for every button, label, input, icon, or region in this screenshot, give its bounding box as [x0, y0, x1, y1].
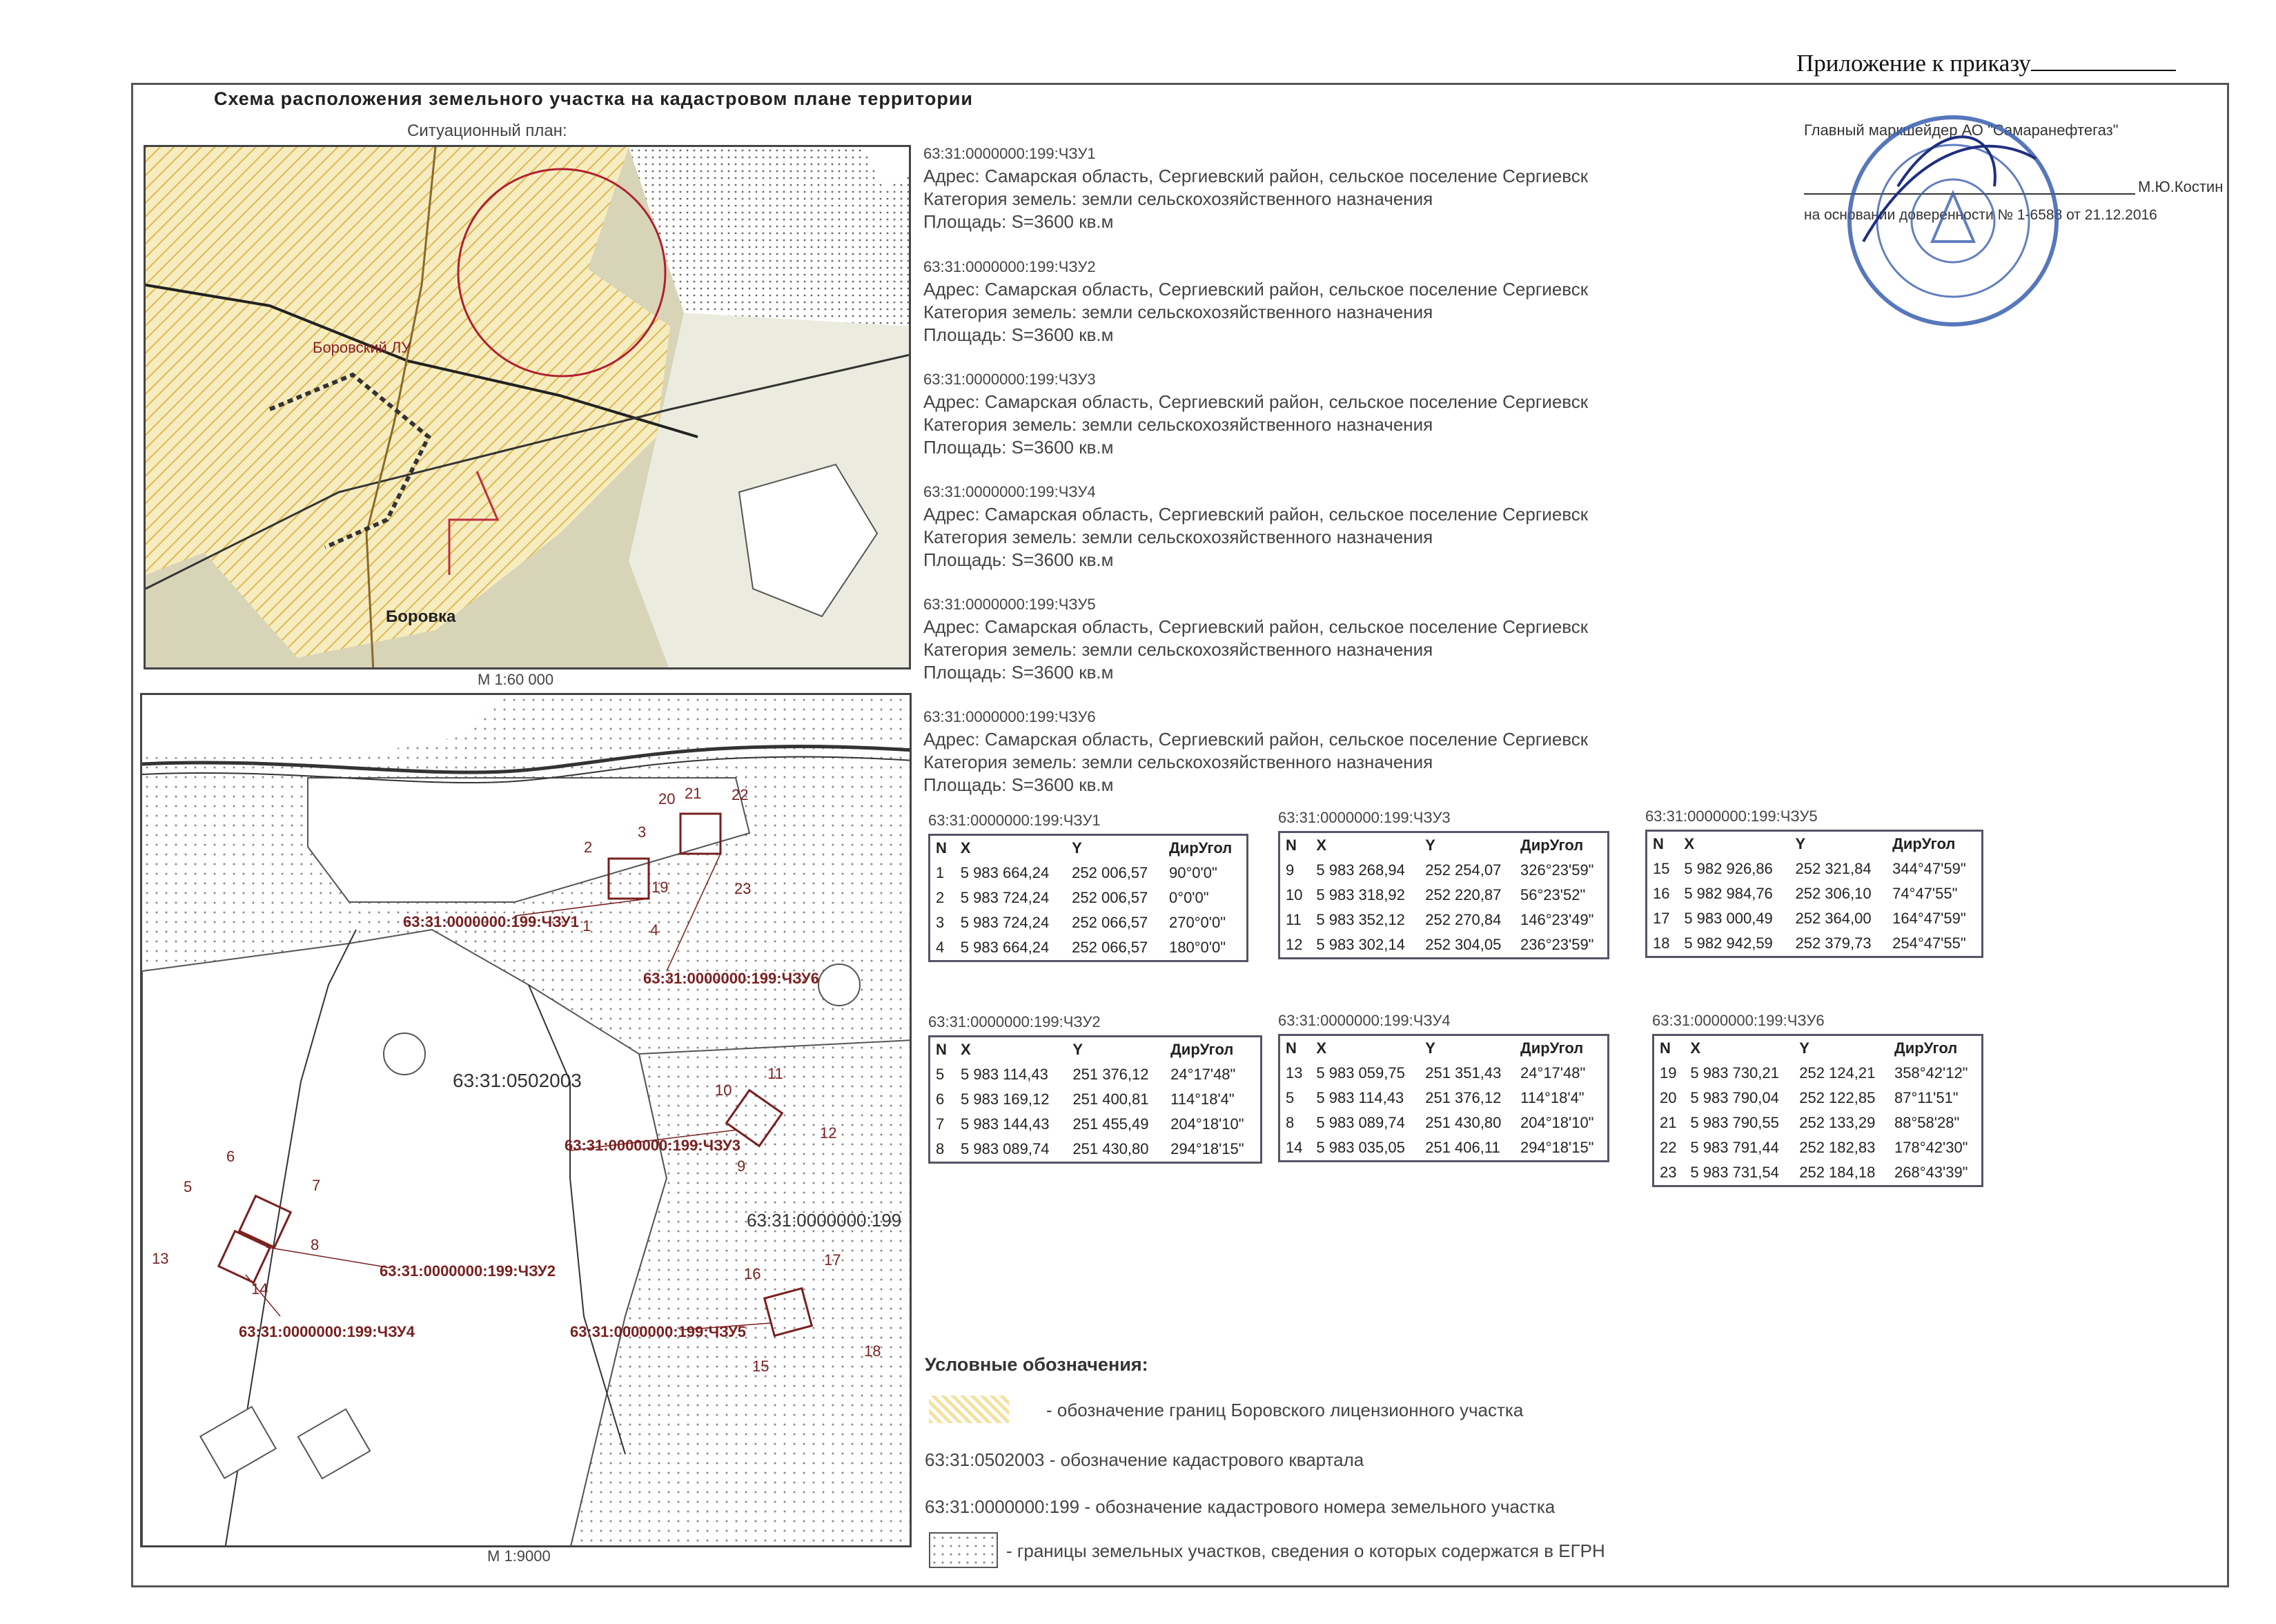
table-cell: 252 006,57	[1072, 889, 1148, 906]
table-row	[1279, 1135, 1609, 1162]
coord-table-zu6	[1652, 1034, 1983, 1187]
svg-text:15: 15	[752, 1358, 769, 1375]
svg-text:22: 22	[732, 786, 749, 803]
table-cell: 5 983 089,74	[961, 1140, 1050, 1157]
header-col-angle: ДирУгол	[1892, 835, 1956, 852]
header-col-n: N	[1286, 837, 1297, 854]
table-cell: 252 184,18	[1799, 1164, 1876, 1181]
table-row	[930, 1112, 1262, 1137]
table-cell: 5 983 791,44	[1690, 1139, 1779, 1156]
table-cell: 252 270,84	[1425, 911, 1502, 928]
table-cell: 5 983 352,12	[1316, 911, 1405, 928]
header-col-y: Y	[1795, 835, 1806, 852]
approval-line1: Главный маркшейдер АО "Самаранефтегаз"	[1804, 121, 2119, 139]
svg-text:20: 20	[658, 790, 676, 808]
table-cell: 5 983 731,54	[1690, 1164, 1779, 1181]
table-caption-zu4: 63:31:0000000:199:ЧЗУ4	[1278, 1012, 1451, 1029]
table-caption-zu2: 63:31:0000000:199:ЧЗУ2	[928, 1013, 1101, 1030]
table-caption-zu6: 63:31:0000000:199:ЧЗУ6	[1652, 1012, 1825, 1029]
table-cell: 5 983 035,05	[1316, 1139, 1405, 1156]
svg-text:10: 10	[715, 1082, 732, 1099]
table-cell: 5 983 664,24	[960, 864, 1050, 881]
table-cell: 251 406,11	[1425, 1139, 1500, 1156]
parcel-address: Адрес: Самарская область, Сергиевский район, сельское поселение Сергиевск	[923, 279, 1589, 300]
parcel-area: Площадь: S=3600 кв.м	[923, 211, 1114, 232]
header-col-angle: ДирУгол	[1894, 1039, 1958, 1057]
table-cell: 22	[1660, 1139, 1677, 1156]
table-cell: 5 982 984,76	[1684, 885, 1773, 902]
legend-item-egrn: - границы земельных участков, сведения о которых содержатся в ЕГРН	[1006, 1540, 1605, 1561]
approval-signer: М.Ю.Костин	[2138, 178, 2224, 195]
header-col-y: Y	[1425, 837, 1435, 854]
parcel-category: Категория земель: земли сельскохозяйственного назначения	[923, 188, 1433, 209]
header-col-angle: ДирУгол	[1520, 837, 1584, 854]
table-cell: 18	[1653, 935, 1670, 952]
table-row	[1279, 1061, 1609, 1086]
parcel-info-3	[923, 368, 1683, 459]
table-cell: 5	[1286, 1089, 1295, 1106]
appendix-header	[1796, 50, 2176, 77]
legend-item-quarter: 63:31:0502003 - обозначение кадастрового квартала	[925, 1449, 1364, 1470]
situational-plan-map	[144, 145, 911, 669]
table-cell: 252 220,87	[1425, 886, 1502, 903]
map-quarter-label: 63:31:0502003	[453, 1070, 582, 1091]
parcel-code: 63:31:0000000:199:ЧЗУ6	[923, 708, 1096, 725]
parcel-code: 63:31:0000000:199:ЧЗУ3	[923, 371, 1096, 388]
table-cell: 164°47'59"	[1892, 910, 1966, 927]
coord-table-zu4	[1278, 1034, 1609, 1162]
place-label-borovsky: Боровский ЛУ	[313, 339, 411, 356]
table-cell: 254°47'55"	[1892, 935, 1966, 952]
parcel-address: Адрес: Самарская область, Сергиевский район, сельское поселение Сергиевск	[923, 504, 1589, 525]
table-cell: 252 304,05	[1425, 936, 1502, 953]
table-cell: 5 983 302,14	[1316, 936, 1405, 953]
header-col-n: N	[936, 839, 947, 857]
table-cell: 251 455,49	[1072, 1115, 1149, 1133]
map-label-zu3: 63:31:0000000:199:ЧЗУ3	[565, 1137, 740, 1154]
table-cell: 252 122,85	[1799, 1089, 1876, 1106]
table-cell: 251 430,80	[1072, 1140, 1149, 1157]
situational-plan-scale: М 1:60 000	[478, 671, 554, 688]
parcel-area: Площадь: S=3600 кв.м	[923, 662, 1114, 683]
header-col-x: X	[960, 839, 971, 857]
table-cell: 114°18'4"	[1520, 1089, 1585, 1106]
cadastral-detail-map	[140, 693, 912, 1547]
table-cell: 90°0'0"	[1169, 864, 1217, 881]
pond-a	[384, 1033, 425, 1075]
table-cell: 252 254,07	[1425, 861, 1502, 879]
table-cell: 146°23'49"	[1520, 911, 1594, 928]
table-header-row	[930, 835, 1248, 861]
table-cell: 252 133,29	[1799, 1114, 1876, 1131]
svg-text:23: 23	[734, 880, 752, 897]
table-cell: 19	[1660, 1064, 1677, 1082]
table-header-row	[1279, 1035, 1609, 1062]
table-cell: 252 379,73	[1795, 935, 1872, 952]
table-caption-zu3: 63:31:0000000:199:ЧЗУ3	[1278, 809, 1451, 826]
table-cell: 204°18'10"	[1170, 1115, 1244, 1133]
table-cell: 5 983 114,43	[1316, 1089, 1404, 1106]
legend-title: Условные обозначения:	[925, 1354, 1148, 1375]
parcel-category: Категория земель: земли сельскохозяйственного назначения	[923, 414, 1433, 435]
parcel-info-4	[923, 480, 1683, 571]
svg-text:2: 2	[584, 839, 593, 856]
table-row	[1654, 1160, 1983, 1186]
header-col-y: Y	[1072, 839, 1082, 857]
parcel-area: Площадь: S=3600 кв.м	[923, 324, 1114, 345]
table-cell: 236°23'59"	[1520, 936, 1594, 953]
table-cell: 252 124,21	[1799, 1064, 1876, 1082]
coord-table-zu5	[1645, 830, 1983, 958]
table-row	[1647, 881, 1983, 906]
svg-text:12: 12	[820, 1124, 837, 1142]
situational-plan-svg	[146, 147, 911, 669]
svg-text:17: 17	[824, 1251, 841, 1269]
coord-table-zu3	[1278, 831, 1609, 959]
table-cell: 2	[936, 889, 945, 906]
table-cell: 204°18'10"	[1520, 1114, 1594, 1131]
parcel-category: Категория земель: земли сельскохозяйственного назначения	[923, 752, 1433, 772]
table-row	[1279, 883, 1609, 908]
header-col-x: X	[1690, 1039, 1701, 1057]
parcel-category: Категория земель: земли сельскохозяйственного назначения	[923, 302, 1433, 322]
map-label-zu6: 63:31:0000000:199:ЧЗУ6	[643, 970, 819, 987]
header-col-n: N	[1286, 1039, 1297, 1057]
table-cell: 5 983 790,55	[1690, 1114, 1779, 1131]
table-cell: 24°17'48"	[1170, 1066, 1236, 1083]
table-cell: 5 983 664,24	[960, 939, 1050, 956]
table-cell: 5 983 000,49	[1684, 910, 1773, 927]
parcel-code: 63:31:0000000:199:ЧЗУ5	[923, 596, 1096, 613]
parcel-address: Адрес: Самарская область, Сергиевский район, сельское поселение Сергиевск	[923, 729, 1589, 750]
table-cell: 178°42'30"	[1894, 1139, 1968, 1156]
svg-text:7: 7	[312, 1177, 321, 1194]
svg-text:4: 4	[650, 921, 659, 939]
table-header-row	[1647, 831, 1983, 857]
table-cell: 5 983 730,21	[1690, 1064, 1779, 1082]
svg-text:21: 21	[685, 785, 702, 802]
map-label-zu1: 63:31:0000000:199:ЧЗУ1	[403, 913, 579, 930]
parcel-category: Категория земель: земли сельскохозяйственного назначения	[923, 527, 1433, 547]
parcel-info-2	[923, 255, 1683, 346]
table-cell: 252 066,57	[1072, 939, 1148, 956]
approval-line3: на основании доверенности № 1-6588 от 21.12.2016	[1804, 207, 2157, 223]
table-cell: 3	[936, 914, 945, 931]
table-cell: 8	[936, 1140, 945, 1157]
table-caption-zu5: 63:31:0000000:199:ЧЗУ5	[1645, 808, 1818, 825]
table-caption-zu1: 63:31:0000000:199:ЧЗУ1	[928, 812, 1101, 829]
header-col-x: X	[1316, 837, 1327, 854]
table-cell: 5 983 724,24	[960, 914, 1050, 931]
table-cell: 252 306,10	[1795, 885, 1872, 902]
table-row	[1647, 931, 1983, 957]
table-cell: 251 351,43	[1425, 1064, 1502, 1082]
table-header-row	[1654, 1035, 1983, 1062]
parcel-code: 63:31:0000000:199:ЧЗУ2	[923, 258, 1096, 275]
table-cell: 23	[1660, 1164, 1677, 1181]
table-cell: 294°18'15"	[1170, 1140, 1244, 1157]
table-row	[1279, 932, 1609, 959]
table-row	[1647, 857, 1983, 881]
table-row	[930, 1062, 1262, 1087]
table-row	[1654, 1086, 1983, 1111]
header-col-n: N	[936, 1041, 947, 1058]
svg-text:11: 11	[767, 1065, 783, 1082]
table-cell: 21	[1660, 1114, 1677, 1131]
table-header-row	[930, 1037, 1262, 1063]
parcel-area: Площадь: S=3600 кв.м	[923, 774, 1114, 795]
table-cell: 270°0'0"	[1169, 914, 1226, 931]
legend-item-parcel: 63:31:0000000:199 - обозначение кадастрового номера земельного участка	[925, 1496, 1556, 1517]
parcel-address: Адрес: Самарская область, Сергиевский район, сельское поселение Сергиевск	[923, 391, 1589, 412]
table-cell: 251 400,81	[1072, 1090, 1149, 1108]
header-col-y: Y	[1425, 1039, 1435, 1057]
svg-text:5: 5	[184, 1178, 193, 1195]
header-col-n: N	[1660, 1039, 1671, 1057]
parcel-area: Площадь: S=3600 кв.м	[923, 437, 1114, 458]
table-row	[1279, 1111, 1609, 1135]
svg-text:14: 14	[251, 1280, 268, 1298]
table-row	[1654, 1135, 1983, 1160]
header-col-x: X	[1684, 835, 1695, 852]
parcel-info-5	[923, 593, 1683, 684]
table-cell: 13	[1286, 1064, 1303, 1082]
table-cell: 268°43'39"	[1894, 1164, 1968, 1181]
parcel-info-1	[923, 142, 1683, 233]
table-cell: 252 066,57	[1072, 914, 1148, 931]
svg-text:1: 1	[582, 917, 591, 935]
svg-text:9: 9	[737, 1157, 746, 1175]
header-col-y: Y	[1072, 1041, 1083, 1058]
table-cell: 252 006,57	[1072, 864, 1148, 881]
table-cell: 5 982 942,59	[1684, 935, 1773, 952]
table-cell: 5 982 926,86	[1684, 860, 1773, 877]
svg-text:16: 16	[744, 1265, 761, 1282]
table-row	[930, 886, 1248, 910]
table-row	[930, 935, 1248, 961]
table-cell: 0°0'0"	[1169, 889, 1209, 906]
svg-text:19: 19	[651, 879, 669, 896]
table-cell: 24°17'48"	[1520, 1064, 1586, 1082]
header-col-x: X	[961, 1041, 971, 1058]
appendix-label: Приложение к приказу	[1796, 50, 2031, 77]
table-cell: 20	[1660, 1089, 1677, 1106]
table-cell: 9	[1286, 861, 1295, 879]
parcel-code: 63:31:0000000:199:ЧЗУ4	[923, 483, 1096, 500]
table-cell: 358°42'12"	[1894, 1064, 1968, 1082]
table-row	[930, 910, 1248, 935]
table-cell: 5 983 114,43	[961, 1066, 1048, 1083]
table-cell: 5 983 089,74	[1316, 1114, 1405, 1131]
table-cell: 5 983 724,24	[960, 889, 1050, 906]
table-cell: 16	[1653, 885, 1670, 902]
table-cell: 4	[936, 939, 945, 956]
map-label-zu5: 63:31:0000000:199:ЧЗУ5	[570, 1323, 746, 1340]
svg-text:13: 13	[152, 1250, 169, 1267]
table-row	[1654, 1111, 1983, 1135]
order-number-blank	[2031, 50, 2176, 71]
pond-b	[818, 964, 860, 1006]
table-row	[930, 1087, 1262, 1112]
page-title: Схема расположения земельного участка на кадастровом плане территории	[213, 88, 974, 109]
table-cell: 12	[1286, 936, 1303, 953]
table-cell: 7	[936, 1115, 945, 1133]
table-cell: 326°23'59"	[1520, 861, 1594, 879]
coord-table-zu2	[928, 1035, 1262, 1164]
header-col-x: X	[1316, 1039, 1327, 1057]
table-cell: 251 376,12	[1072, 1066, 1149, 1083]
legend-swatch-dots	[929, 1532, 998, 1568]
table-cell: 5	[936, 1066, 945, 1083]
table-cell: 5 983 268,94	[1316, 861, 1405, 879]
detail-map-scale: М 1:9000	[487, 1547, 551, 1565]
table-cell: 74°47'55"	[1892, 885, 1958, 902]
table-cell: 251 430,80	[1425, 1114, 1502, 1131]
table-cell: 5 983 169,12	[961, 1090, 1050, 1108]
table-cell: 180°0'0"	[1169, 939, 1226, 956]
table-cell: 11	[1286, 911, 1302, 928]
table-row	[930, 1137, 1262, 1163]
header-col-angle: ДирУгол	[1170, 1041, 1234, 1058]
header-col-angle: ДирУгол	[1169, 839, 1233, 857]
legend-swatch-hatch	[929, 1396, 1009, 1423]
parcel-category: Категория земель: земли сельскохозяйственного назначения	[923, 639, 1433, 660]
svg-text:3: 3	[638, 823, 647, 841]
table-cell: 14	[1286, 1139, 1303, 1156]
parcel-area: Площадь: S=3600 кв.м	[923, 549, 1114, 570]
table-row	[1279, 858, 1609, 883]
parcel-info-6	[923, 705, 1683, 796]
svg-text:6: 6	[226, 1148, 235, 1165]
map-label-zu2: 63:31:0000000:199:ЧЗУ2	[380, 1262, 556, 1280]
table-cell: 8	[1286, 1114, 1295, 1131]
table-cell: 294°18'15"	[1520, 1139, 1594, 1156]
header-col-y: Y	[1799, 1039, 1809, 1057]
header-col-n: N	[1653, 835, 1664, 852]
table-cell: 56°23'52"	[1520, 886, 1586, 903]
svg-text:8: 8	[311, 1236, 320, 1253]
table-cell: 6	[936, 1090, 945, 1108]
parcel-address: Адрес: Самарская область, Сергиевский район, сельское поселение Сергиевск	[923, 166, 1589, 186]
table-header-row	[1279, 832, 1609, 859]
table-cell: 1	[936, 864, 945, 881]
table-cell: 17	[1653, 910, 1670, 927]
table-cell: 5 983 790,04	[1690, 1089, 1779, 1106]
table-row	[1654, 1061, 1983, 1086]
table-cell: 114°18'4"	[1170, 1090, 1235, 1108]
table-row	[1279, 1086, 1609, 1111]
header-col-angle: ДирУгол	[1520, 1039, 1584, 1057]
cadastral-detail-svg	[142, 695, 912, 1547]
table-cell: 5 983 144,43	[961, 1115, 1050, 1133]
table-cell: 252 321,84	[1795, 860, 1872, 877]
table-cell: 88°58'28"	[1894, 1114, 1960, 1131]
place-label-borovka: Боровка	[386, 607, 456, 626]
parcel-address: Адрес: Самарская область, Сергиевский район, сельское поселение Сергиевск	[923, 616, 1589, 637]
parcel-code: 63:31:0000000:199:ЧЗУ1	[923, 145, 1096, 162]
coord-table-zu1	[928, 834, 1248, 962]
table-cell: 5 983 318,92	[1316, 886, 1405, 903]
table-row	[930, 861, 1248, 886]
map-label-zu4: 63:31:0000000:199:ЧЗУ4	[239, 1323, 415, 1340]
legend-item-license: - обозначение границ Боровского лицензионного участка	[1046, 1400, 1524, 1420]
table-cell: 252 364,00	[1795, 910, 1872, 927]
svg-text:18: 18	[864, 1342, 881, 1360]
table-cell: 10	[1286, 886, 1303, 903]
table-cell: 344°47'59"	[1892, 860, 1966, 877]
official-seal	[1836, 104, 2070, 338]
table-row	[1647, 906, 1983, 931]
table-cell: 251 376,12	[1425, 1089, 1502, 1106]
table-cell: 15	[1653, 860, 1670, 877]
situational-plan-label: Ситуационный план:	[407, 121, 567, 140]
table-cell: 252 182,83	[1799, 1139, 1876, 1156]
table-row	[1279, 908, 1609, 932]
map-parcel-label: 63:31:0000000:199	[747, 1210, 902, 1231]
table-cell: 87°11'51"	[1894, 1089, 1959, 1106]
table-cell: 5 983 059,75	[1316, 1064, 1405, 1082]
